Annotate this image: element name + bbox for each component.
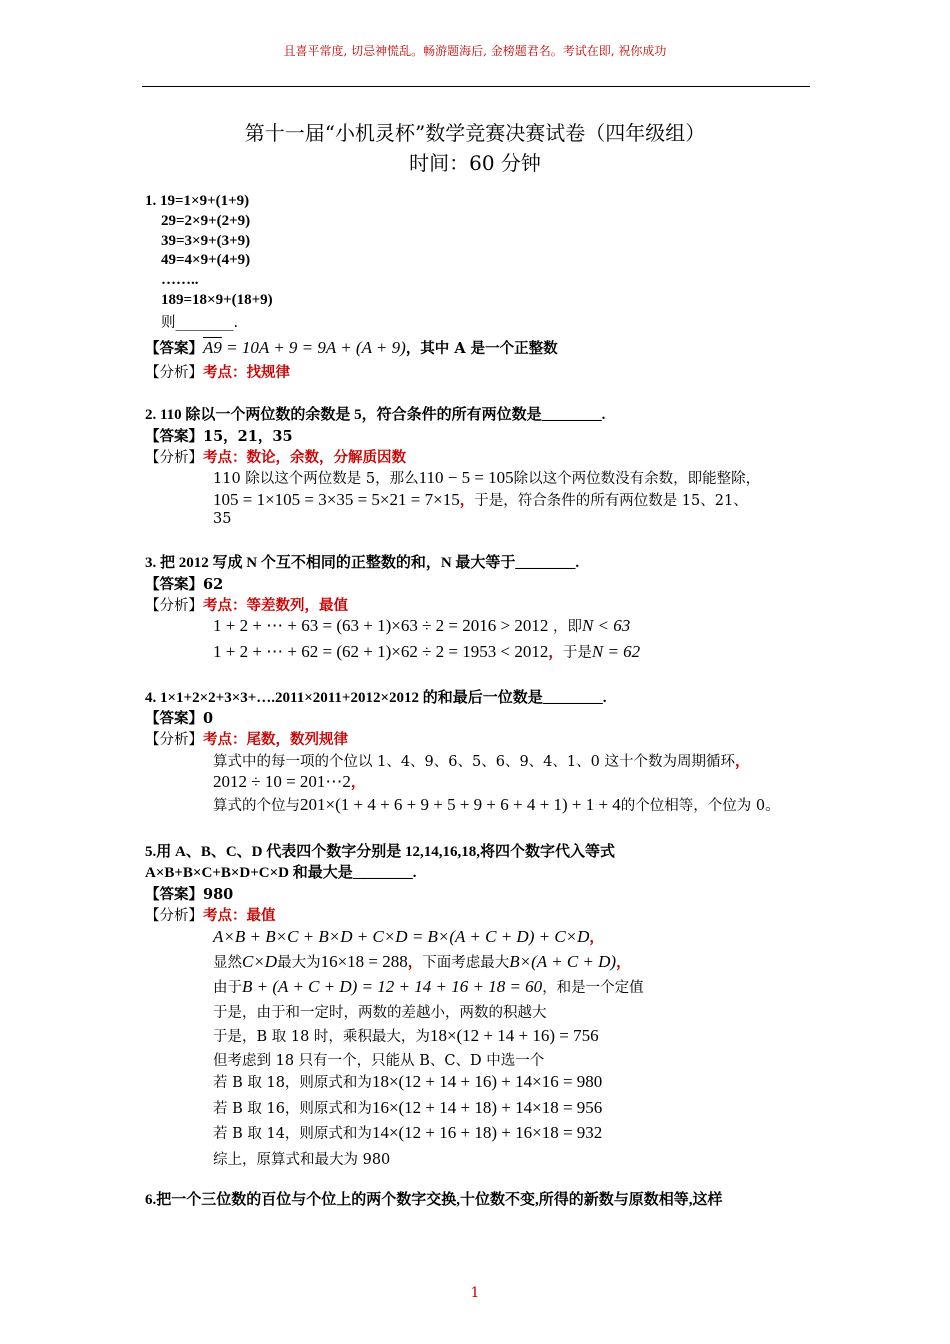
q5-point: 考点：最值 bbox=[203, 907, 276, 924]
q1-answer bbox=[145, 337, 558, 358]
q5-l9a: 若 B 取 14，则原式和为 bbox=[213, 1126, 372, 1142]
q4-l3m: 201×(1 + 4 + 6 + 9 + 5 + 9 + 6 + 4 + 1) + 1 + 4 bbox=[300, 795, 621, 814]
q5-question-line-2: A×B+B×C+B×D+C×D 和最大是________. bbox=[145, 865, 417, 881]
q3-l2c: N = 62 bbox=[591, 642, 641, 661]
analysis-label: 【分析】 bbox=[145, 598, 203, 614]
q3-l2r: ， bbox=[548, 644, 563, 661]
q2-analysis-line-1 bbox=[213, 467, 760, 488]
q1-answer-formula: = 10A + 9 = 9A + (A + 9) bbox=[221, 338, 406, 357]
q5-analysis-line-10: 综上，原算式和最大为 980 bbox=[213, 1152, 391, 1168]
q5-analysis-line-7 bbox=[213, 1071, 602, 1092]
q5-l3a: 由于 bbox=[213, 980, 242, 996]
q2-answer-value: 15，21，35 bbox=[203, 428, 293, 445]
q3-analysis bbox=[145, 594, 348, 615]
q2-l1m: 110 − 5 = 105 bbox=[418, 468, 514, 487]
q2-point: 考点：数论，余数，分解质因数 bbox=[203, 449, 406, 466]
q2-answer bbox=[145, 425, 293, 446]
q4-question: 4. 1×1+2×2+3×3+….2011×2011+2012×2012 的和最后一位数是________. bbox=[145, 690, 607, 706]
analysis-label: 【分析】 bbox=[145, 908, 203, 924]
q5-answer bbox=[145, 883, 233, 904]
q2-analysis bbox=[145, 446, 406, 467]
q5-l2r2: ， bbox=[616, 954, 631, 971]
q5-l8a: 若 B 取 16，则原式和为 bbox=[213, 1101, 372, 1117]
q5-analysis-line-8 bbox=[213, 1097, 602, 1118]
q5-analysis-line-6: 但考虑到 18 只有一个，只能从 B、C、D 中选一个 bbox=[213, 1053, 545, 1069]
q4-l3b: 的个位相等，个位为 0。 bbox=[620, 798, 780, 814]
q5-l2a: 显然 bbox=[213, 955, 242, 971]
q5-l7a: 若 B 取 18，则原式和为 bbox=[213, 1075, 372, 1091]
q4-analysis-line-2 bbox=[213, 771, 365, 792]
q3-l1b: ，即 bbox=[552, 619, 582, 635]
q1-line-3: 39=3×9+(3+9) bbox=[161, 233, 251, 249]
q3-answer-value: 62 bbox=[203, 576, 224, 593]
q1-line-6: 189=18×9+(18+9) bbox=[161, 292, 273, 308]
q5-l3b: ，和是一个定值 bbox=[542, 980, 644, 996]
q5-l8m: 16×(12 + 14 + 18) + 14×18 = 956 bbox=[371, 1098, 603, 1117]
q5-analysis-line-3 bbox=[213, 976, 644, 997]
header-divider bbox=[142, 86, 810, 87]
q2-analysis-line-3: 35 bbox=[213, 511, 232, 527]
analysis-label: 【分析】 bbox=[145, 450, 203, 466]
q5-analysis-line-5 bbox=[213, 1025, 599, 1046]
q5-l2c: 下面考虑最大 bbox=[422, 955, 510, 971]
q4-l2m: 2012 ÷ 10 = 201⋯2 bbox=[213, 772, 351, 791]
q4-analysis-line-3 bbox=[213, 794, 780, 815]
answer-label: 【答案】 bbox=[145, 576, 203, 593]
q3-analysis-line-1 bbox=[213, 615, 630, 636]
q4-analysis bbox=[145, 728, 348, 749]
q1-answer-text: ，其中 A 是一个正整数 bbox=[405, 340, 558, 357]
analysis-label: 【分析】 bbox=[145, 732, 203, 748]
q5-l7m: 18×(12 + 14 + 16) + 14×16 = 980 bbox=[371, 1072, 603, 1091]
q5-l2m1: C×D bbox=[242, 952, 278, 971]
q2-l2m: 105 = 1×105 = 3×35 = 5×21 = 7×15 bbox=[213, 490, 460, 509]
q5-analysis-line-1 bbox=[213, 926, 604, 947]
q3-l1m: 1 + 2 + ⋯ + 63 = (63 + 1)×63 ÷ 2 = 2016 > 2012 bbox=[213, 616, 549, 635]
q2-question: 2. 110 除以一个两位数的余数是 5，符合条件的所有两位数是________. bbox=[145, 407, 606, 423]
q2-l2r: ， bbox=[459, 492, 475, 509]
q4-l2r: ， bbox=[350, 774, 366, 791]
q5-l5a: 于是，B 取 18 时，乘积最大，为 bbox=[213, 1029, 430, 1045]
answer-label: 【答案】 bbox=[145, 886, 203, 903]
q4-l3a: 算式的个位与 bbox=[213, 798, 300, 814]
q5-l1r: ， bbox=[589, 929, 604, 946]
q4-point: 考点：尾数，数列规律 bbox=[203, 731, 348, 748]
q5-answer-value: 980 bbox=[203, 886, 234, 903]
q5-l9m: 14×(12 + 16 + 18) + 16×18 = 932 bbox=[371, 1123, 603, 1142]
q3-answer bbox=[145, 573, 223, 594]
q3-question: 3. 把 2012 写成 N 个互不相同的正整数的和，N 最大等于________. bbox=[145, 555, 580, 571]
q5-question-line-1: 5.用 A、B、C、D 代表四个数字分别是 12,14,16,18,将四个数字代入等式 bbox=[145, 844, 616, 860]
q5-l5m: 18×(12 + 14 + 16) = 756 bbox=[429, 1026, 599, 1045]
q2-l2b: 于是，符合条件的所有两位数是 15、21、 bbox=[474, 493, 748, 509]
q5-l3m: B + (A + C + D) = 12 + 14 + 16 + 18 = 60 bbox=[242, 977, 543, 996]
q1-line-2: 29=2×9+(2+9) bbox=[161, 213, 251, 229]
q2-analysis-line-2 bbox=[213, 489, 748, 510]
analysis-label: 【分析】 bbox=[145, 365, 203, 381]
q1-analysis bbox=[145, 361, 290, 382]
q5-l1m: A×B + B×C + B×D + C×D = B×(A + C + D) + C×D bbox=[213, 927, 590, 946]
page-subtitle-time: 时间：60 分钟 bbox=[409, 151, 541, 175]
q2-l1a: 110 除以这个两位数是 5，那么 bbox=[213, 471, 419, 487]
answer-label: 【答案】 bbox=[145, 428, 203, 445]
q1-point: 考点：找规律 bbox=[203, 364, 290, 381]
q4-answer-value: 0 bbox=[203, 710, 214, 727]
q5-l2m3: B×(A + C + D) bbox=[509, 952, 617, 971]
answer-label: 【答案】 bbox=[145, 710, 203, 727]
q3-l2b: 于是 bbox=[562, 645, 592, 661]
answer-label: 【答案】 bbox=[145, 340, 203, 357]
header-slogan: 且喜平常度, 切忌神慌乱。畅游题海后, 金榜题君名。考试在即, 祝你成功 bbox=[283, 44, 667, 58]
q1-line-1: 1. 19=1×9+(1+9) bbox=[145, 193, 250, 209]
q3-analysis-line-2 bbox=[213, 641, 640, 662]
q5-l2b: 最大为 bbox=[277, 955, 321, 971]
q5-analysis-line-4: 于是，由于和一定时，两数的差越小，两数的积越大 bbox=[213, 1005, 547, 1021]
page-title: 第十一届“小机灵杯”数学竞赛决赛试卷（四年级组） bbox=[244, 121, 706, 145]
q2-l1b: 除以这个两位数没有余数，即能整除， bbox=[513, 471, 761, 487]
q4-answer bbox=[145, 707, 213, 728]
q4-l1: 算式中的每一项的个位以 1、4、9、6、5、6、9、4、1、0 这十个数为周期循环 bbox=[213, 754, 735, 770]
q1-line-7: 则________. bbox=[161, 315, 239, 331]
q5-l2r: ， bbox=[407, 954, 423, 971]
q3-l1c: N < 63 bbox=[581, 616, 631, 635]
q6-question: 6.把一个三位数的百位与个位上的两个数字交换,十位数不变,所得的新数与原数相等,这样 bbox=[145, 1192, 723, 1208]
q1-line-5: …….. bbox=[161, 272, 199, 288]
q4-l1r: ， bbox=[734, 753, 750, 770]
q5-l2m2: 16×18 = 288 bbox=[320, 952, 408, 971]
q4-analysis-line-1 bbox=[213, 750, 749, 771]
q5-analysis-line-9 bbox=[213, 1122, 602, 1143]
q3-point: 考点：等差数列，最值 bbox=[203, 597, 348, 614]
q1-line-4: 49=4×9+(4+9) bbox=[161, 252, 251, 268]
q5-analysis-line-2 bbox=[213, 951, 631, 972]
page-number: 1 bbox=[470, 1285, 480, 1301]
q3-l2m: 1 + 2 + ⋯ + 62 = (62 + 1)×62 ÷ 2 = 1953 < 2012 bbox=[213, 642, 549, 661]
q5-analysis bbox=[145, 904, 276, 925]
q1-answer-overline: A9 bbox=[203, 338, 222, 357]
